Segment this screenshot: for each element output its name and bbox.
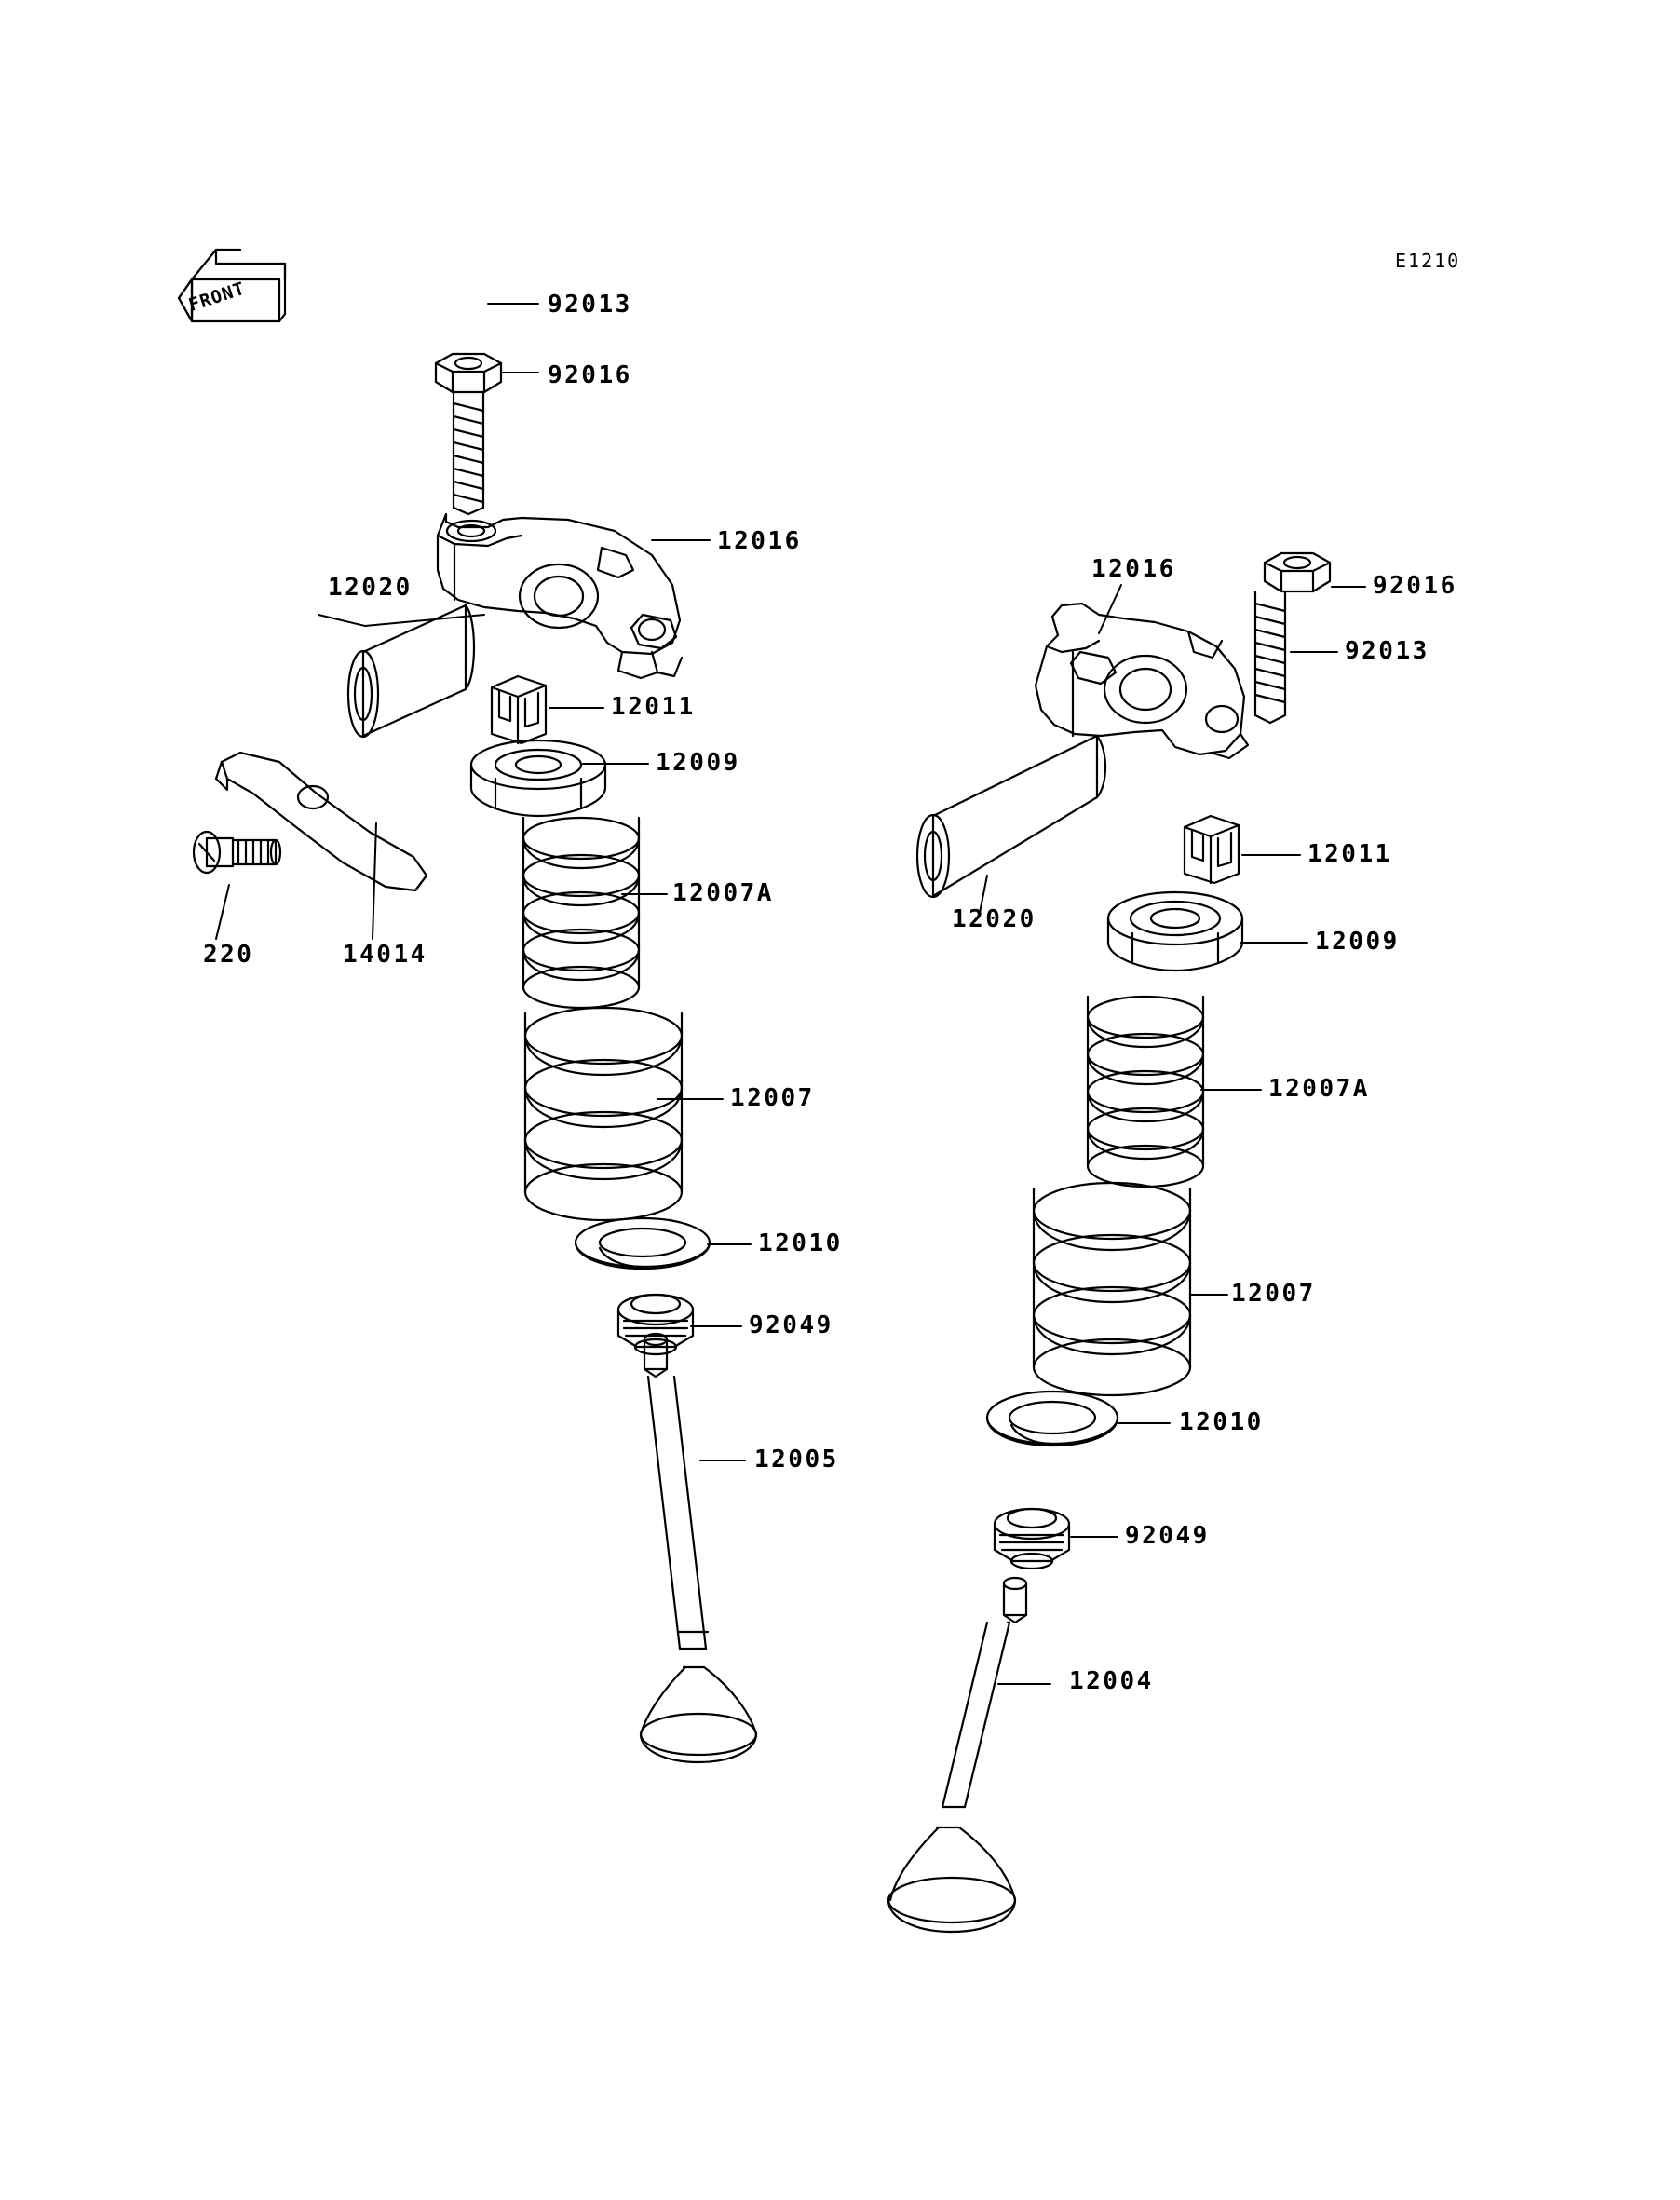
part-92013-left	[454, 392, 483, 514]
part-12010-left	[576, 1218, 710, 1269]
part-12007A-left	[523, 818, 639, 1008]
part-12007-left	[525, 1008, 682, 1220]
part-12007-right	[1034, 1183, 1190, 1395]
part-label-14014: 14014	[343, 941, 427, 969]
part-label-12009-right: 12009	[1315, 928, 1400, 956]
part-label-12020-left: 12020	[328, 574, 413, 602]
part-label-12004: 12004	[1069, 1667, 1154, 1695]
part-12011-left	[492, 676, 546, 743]
part-label-12010-left: 12010	[758, 1229, 843, 1257]
part-12016-right	[1036, 604, 1248, 758]
front-marker	[0, 0, 248, 316]
part-220	[194, 832, 280, 873]
part-label-12007A-left: 12007A	[672, 879, 774, 907]
part-12005	[641, 1334, 756, 1762]
part-12010-right	[987, 1392, 1118, 1446]
part-92016-left	[436, 354, 501, 392]
sheet-code: E1210	[1395, 250, 1461, 272]
part-12004	[888, 1578, 1026, 1932]
part-label-92016-left: 92016	[548, 361, 632, 389]
part-12011-right	[1185, 816, 1239, 883]
part-12009-right	[1108, 892, 1242, 971]
part-label-12020-right: 12020	[952, 905, 1036, 933]
part-label-12005: 12005	[754, 1446, 839, 1473]
part-label-12007-right: 12007	[1231, 1280, 1316, 1308]
part-label-92049-right: 92049	[1125, 1522, 1210, 1550]
part-label-12016-left: 12016	[717, 527, 802, 555]
part-12007A-right	[1088, 997, 1203, 1187]
part-label-92016-right: 92016	[1373, 572, 1457, 600]
part-label-12007A-right: 12007A	[1268, 1075, 1370, 1103]
part-label-12007-left: 12007	[730, 1084, 815, 1112]
part-label-92013-right: 92013	[1345, 637, 1429, 665]
part-14014	[216, 753, 427, 890]
part-92013-right	[1255, 591, 1285, 723]
part-label-12011-right: 12011	[1307, 840, 1392, 868]
part-label-92013-left: 92013	[548, 291, 632, 319]
part-12020-right	[917, 736, 1105, 897]
part-92049-right	[995, 1509, 1069, 1569]
part-label-220: 220	[203, 941, 254, 969]
part-92016-right	[1265, 553, 1330, 591]
part-label-12016-right: 12016	[1091, 555, 1176, 583]
part-12009-left	[471, 740, 605, 816]
part-label-92049-left: 92049	[749, 1311, 833, 1339]
part-label-12010-right: 12010	[1179, 1408, 1264, 1436]
front-marker-label: FRONT	[186, 278, 248, 316]
part-label-12009-left: 12009	[656, 749, 740, 777]
part-label-12011-left: 12011	[611, 693, 696, 721]
